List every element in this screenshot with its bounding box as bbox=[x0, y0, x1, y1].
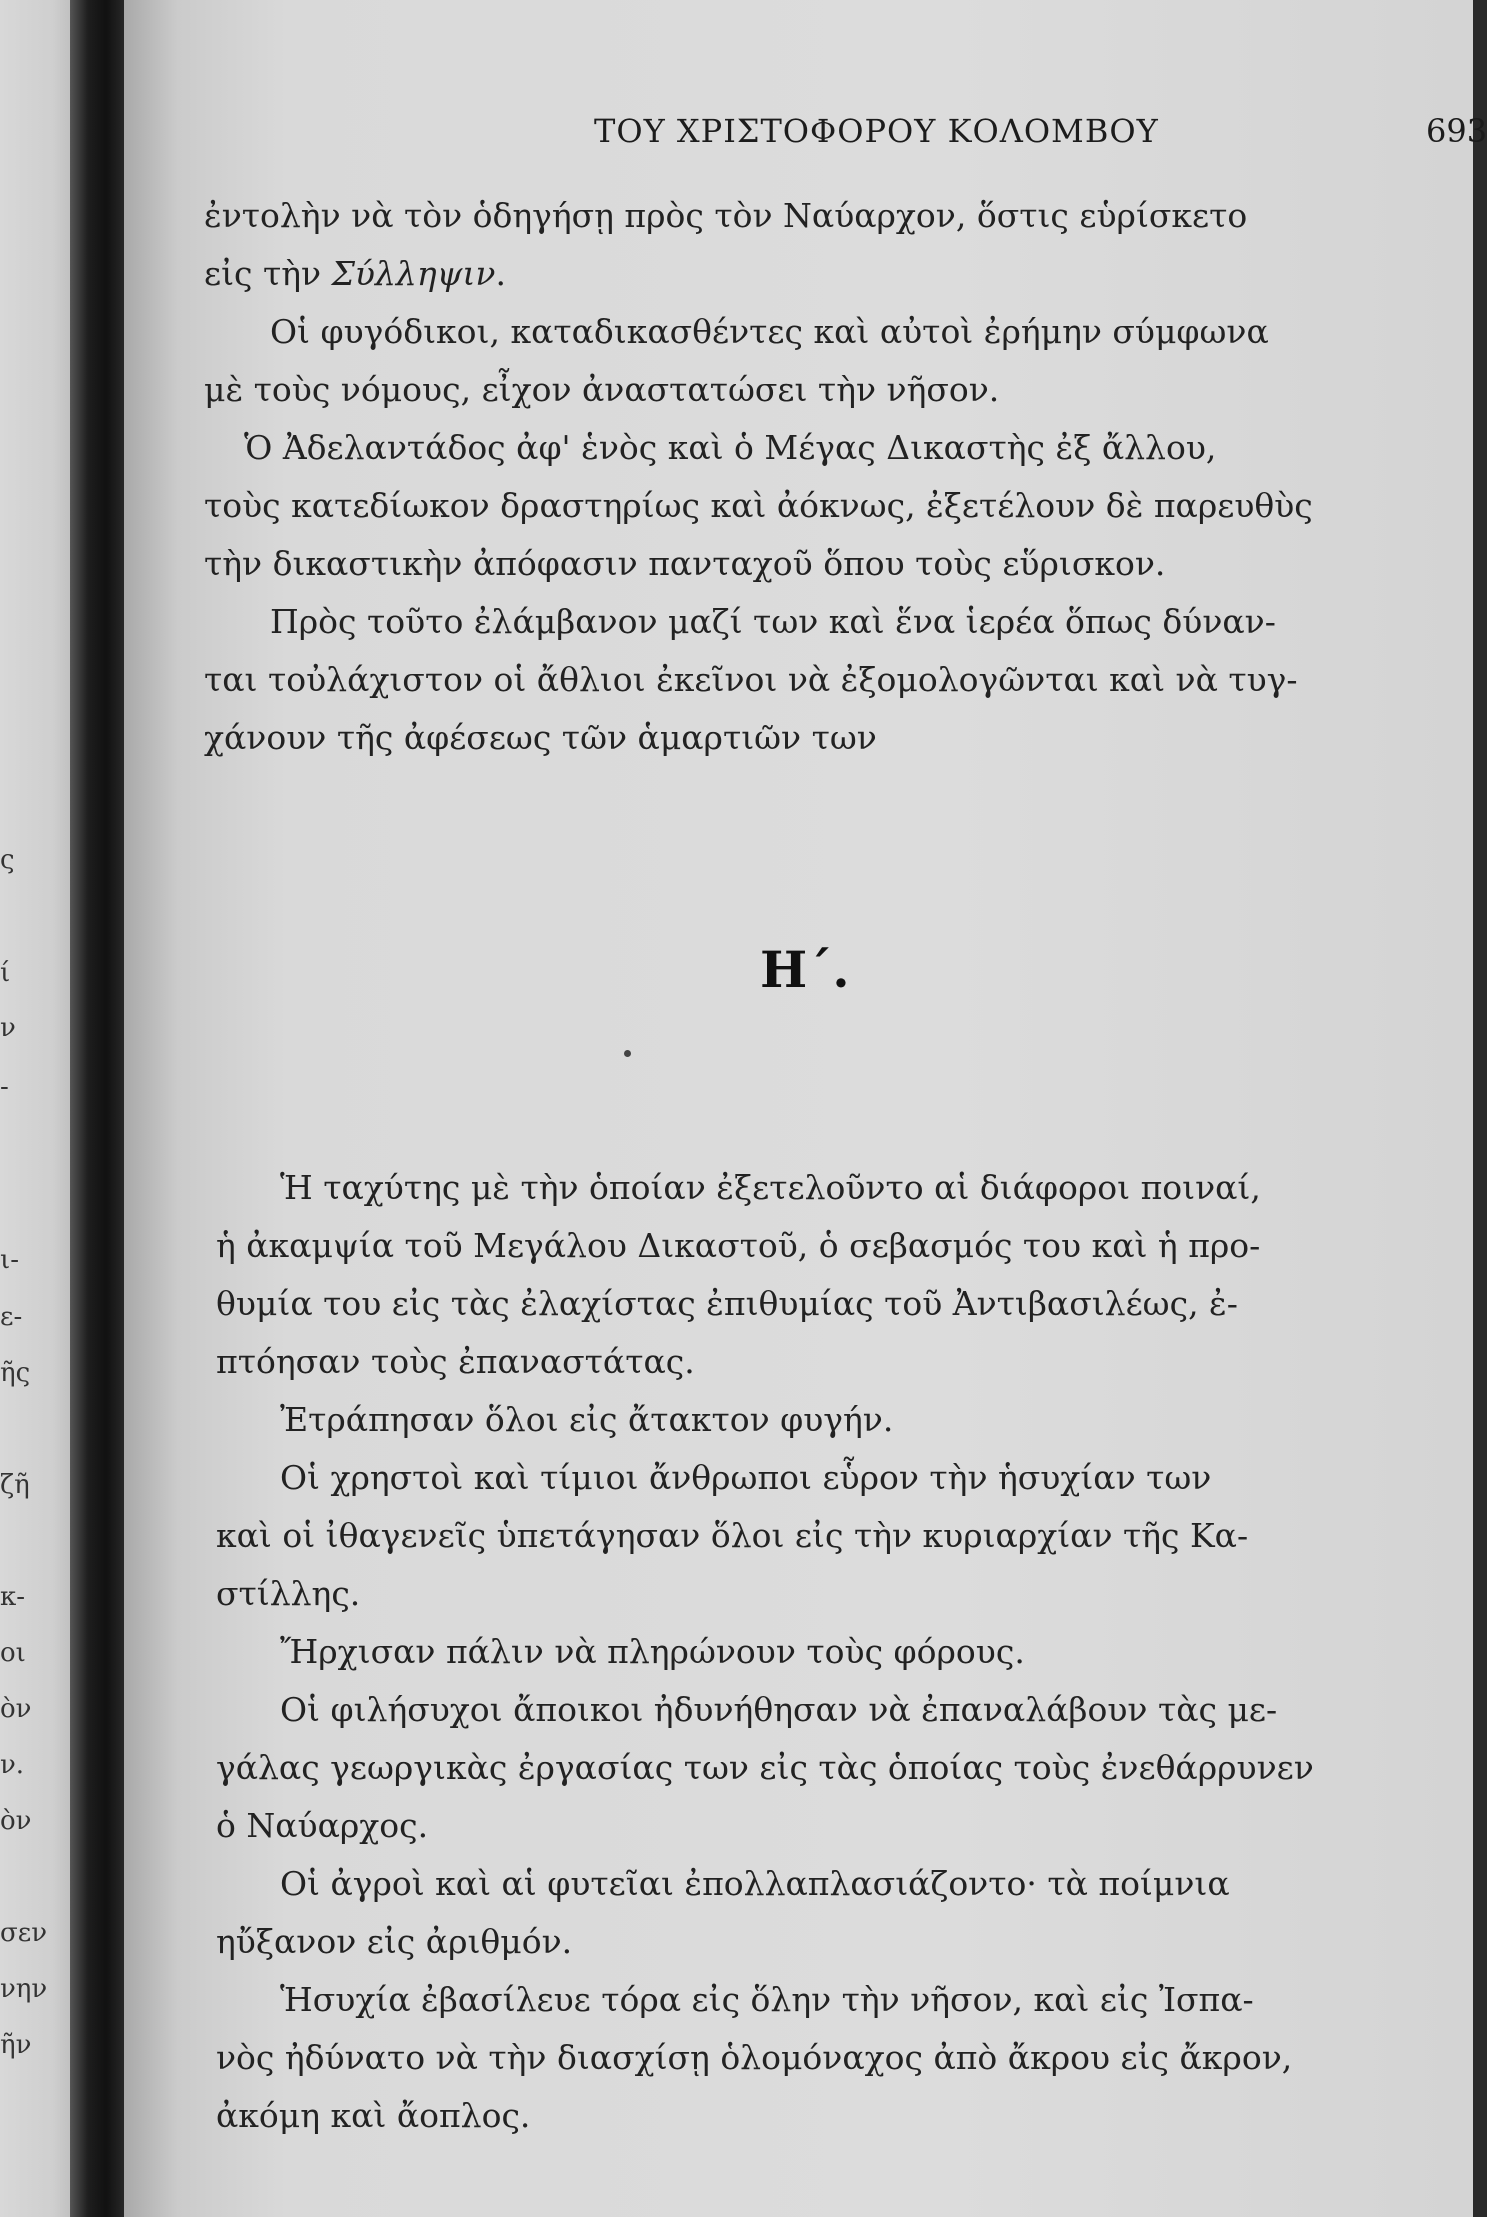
text-fragment: εἰς τὴν bbox=[204, 254, 332, 293]
left-fragment: ε- bbox=[0, 1302, 23, 1332]
left-fragment: - bbox=[0, 1072, 9, 1102]
book-gutter bbox=[70, 0, 130, 2217]
text-line: Οἱ ἀγροὶ καὶ αἱ φυτεῖαι ἐπολλαπλασιάζοντο· τὰ ποίμνια bbox=[280, 1864, 1230, 1903]
text-line: Ἤρχισαν πάλιν νὰ πληρώνουν τοὺς φόρους. bbox=[280, 1632, 1025, 1671]
text-line: θυμία του εἰς τὰς ἐλαχίστας ἐπιθυμίας τοῦ Ἀντιβασιλέως, ἐ- bbox=[216, 1284, 1238, 1323]
text-line: χάνουν τῆς ἀφέσεως τῶν ἁμαρτιῶν των bbox=[204, 718, 877, 757]
text-line: πτόησαν τοὺς ἐπαναστάτας. bbox=[216, 1342, 695, 1381]
left-fragment: ὸν bbox=[0, 1694, 32, 1724]
left-page-edge bbox=[0, 0, 75, 2217]
running-header: ΤΟΥ ΧΡΙΣΤΟΦΟΡΟΥ ΚΟΛΟΜΒΟΥ bbox=[594, 112, 1159, 150]
chapter-mark: Η΄. bbox=[760, 940, 850, 999]
left-fragment: σεν bbox=[0, 1918, 48, 1948]
period: . bbox=[495, 254, 506, 293]
text-line: Ἡσυχία ἐβασίλευε τόρα εἰς ὅλην τὴν νῆσον, καὶ εἰς Ἰσπα- bbox=[280, 1980, 1254, 2019]
text-line: Οἱ χρηστοὶ καὶ τίμιοι ἄνθρωποι εὗρον τὴν ἡσυχίαν των bbox=[280, 1458, 1212, 1497]
left-fragment: ν bbox=[0, 1013, 16, 1043]
left-fragment: ῆς bbox=[0, 1358, 31, 1388]
text-line: μὲ τοὺς νόμους, εἶχον ἀναστατώσει τὴν νῆσον. bbox=[204, 370, 1000, 409]
left-fragment: ι- bbox=[0, 1245, 19, 1275]
left-fragment: ί bbox=[0, 958, 11, 988]
page-number: 693 bbox=[1426, 112, 1487, 150]
left-fragment: κ- bbox=[0, 1582, 26, 1612]
text-line: γάλας γεωργικὰς ἐργασίας των εἰς τὰς ὁποίας τοὺς ἐνεθάρρυνεν bbox=[216, 1748, 1314, 1787]
text-line: Οἱ φιλήσυχοι ἄποικοι ἠδυνήθησαν νὰ ἐπαναλάβουν τὰς με- bbox=[280, 1690, 1278, 1729]
left-fragment: ῆν bbox=[0, 2030, 32, 2060]
right-page bbox=[124, 0, 1487, 2217]
left-fragment: ὸν bbox=[0, 1806, 32, 1836]
text-line: καὶ οἱ ἰθαγενεῖς ὑπετάγησαν ὅλοι εἰς τὴν κυριαρχίαν τῆς Κα- bbox=[216, 1516, 1249, 1555]
text-line: ὁ Ναύαρχος. bbox=[216, 1806, 429, 1845]
text-line: στίλλης. bbox=[216, 1574, 361, 1613]
text-line: Οἱ φυγόδικοι, καταδικασθέντες καὶ αὐτοὶ ἐρήμην σύμφωνα bbox=[270, 312, 1269, 351]
text-line: νὸς ἠδύνατο νὰ τὴν διασχίσῃ ὁλομόναχος ἀπὸ ἄκρου εἰς ἄκρον, bbox=[216, 2038, 1293, 2077]
text-line: Ἡ ταχύτης μὲ τὴν ὁποίαν ἐξετελοῦντο αἱ διάφοροι ποιναί, bbox=[280, 1168, 1261, 1207]
text-line bbox=[204, 254, 506, 293]
left-fragment: οι bbox=[0, 1638, 26, 1668]
text-line: τὴν δικαστικὴν ἀπόφασιν πανταχοῦ ὅπου τοὺς εὕρισκον. bbox=[204, 544, 1166, 583]
text-line: ηὔξανον εἰς ἀριθμόν. bbox=[216, 1922, 573, 1961]
left-fragment: νην bbox=[0, 1974, 48, 2004]
text-line: Πρὸς τοῦτο ἐλάμβανον μαζί των καὶ ἕνα ἱερέα ὅπως δύναν- bbox=[270, 602, 1276, 641]
text-line: Ὁ Ἀδελαντάδος ἀφ' ἑνὸς καὶ ὁ Μέγας Δικαστὴς ἐξ ἄλλου, bbox=[244, 428, 1217, 467]
ink-dot bbox=[624, 1050, 631, 1057]
text-line: Ἐτράπησαν ὅλοι εἰς ἄτακτον φυγήν. bbox=[280, 1400, 894, 1439]
text-line: ἀκόμη καὶ ἄοπλος. bbox=[216, 2096, 531, 2135]
text-line: τοὺς κατεδίωκον δραστηρίως καὶ ἀόκνως, ἐξετέλουν δὲ παρευθὺς bbox=[204, 486, 1313, 525]
text-line: ἐντολὴν νὰ τὸν ὁδηγήσῃ πρὸς τὸν Ναύαρχον, ὅστις εὑρίσκετο bbox=[204, 196, 1248, 235]
text-line: ἡ ἀκαμψία τοῦ Μεγάλου Δικαστοῦ, ὁ σεβασμός του καὶ ἡ προ- bbox=[216, 1226, 1261, 1265]
text-line: ται τοὐλάχιστον οἱ ἄθλιοι ἐκεῖνοι νὰ ἐξομολογῶνται καὶ νὰ τυγ- bbox=[204, 660, 1298, 699]
italic-term: Σύλληψιν bbox=[331, 254, 496, 293]
left-fragment: ς bbox=[0, 845, 15, 875]
left-fragment: ζῆ bbox=[0, 1470, 30, 1500]
left-fragment: ν. bbox=[0, 1750, 25, 1780]
